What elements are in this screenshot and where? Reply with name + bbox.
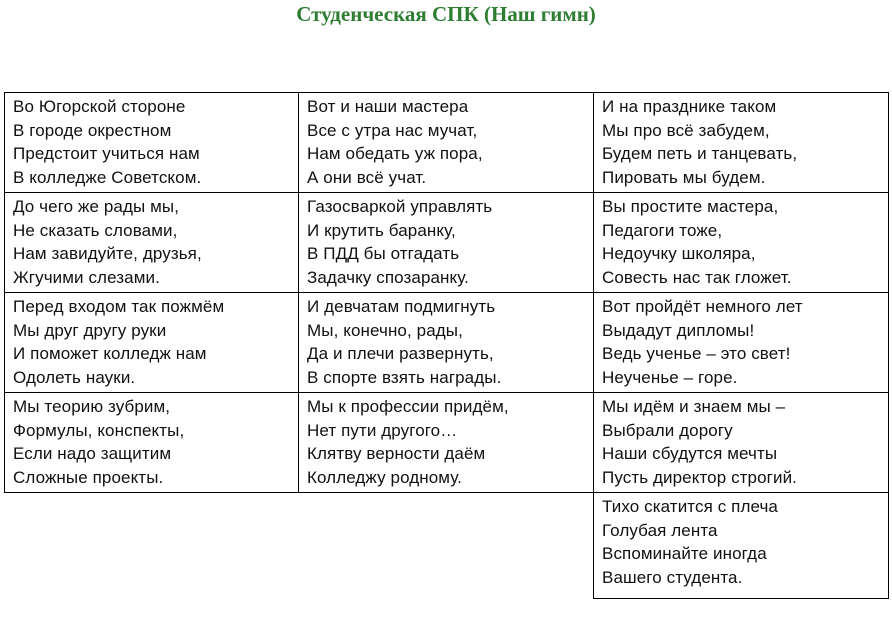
empty-cell <box>5 493 299 599</box>
verse-line: Педагоги тоже, <box>602 220 723 240</box>
verse-line: Мы, конечно, рады, <box>307 320 463 340</box>
verse-cell <box>5 93 299 193</box>
verse-line: Нам обедать уж пора, <box>307 144 483 163</box>
verse-line: И поможет колледж нам <box>13 344 207 363</box>
verse-row <box>5 393 889 493</box>
verse-line: В спорте взять награды. <box>307 367 502 387</box>
verse-line: Все с утра нас мучат, <box>307 120 478 140</box>
verse-line: Жгучими слезами. <box>13 267 160 287</box>
verse-line: Пировать мы будем. <box>602 167 766 187</box>
verse-line: Вспоминайте иногда <box>602 544 767 563</box>
verse-cell <box>299 93 594 193</box>
page-title: Студенческая СПК (Наш гимн) <box>296 2 596 26</box>
final-verse-cell <box>594 493 889 599</box>
verse-line: Вот пройдёт немного лет <box>602 297 803 316</box>
verse-line: И крутить баранку, <box>307 220 456 240</box>
verse-row <box>5 293 889 393</box>
verse-line: Клятву верности даём <box>307 444 486 463</box>
verse-cell <box>299 193 594 293</box>
verse-line: Во Югорской стороне <box>13 97 186 116</box>
verse-line: Да и плечи развернуть, <box>307 344 494 363</box>
verse-line: Формулы, конспекты, <box>13 420 185 440</box>
empty-cell <box>299 493 594 599</box>
verse-line: В городе окрестном <box>13 120 172 140</box>
verse-line: Перед входом так пожмём <box>13 297 225 316</box>
verse-line: Мы теорию зубрим, <box>13 397 171 416</box>
verse-cell <box>594 193 889 293</box>
verse-line: Предстоит учиться нам <box>13 144 200 163</box>
verse-line: И на празднике таком <box>602 97 777 116</box>
verse-line: Не сказать словами, <box>13 220 178 240</box>
verse-line: Нам завидуйте, друзья, <box>13 244 202 263</box>
verse-line: Вашего студента. <box>602 567 743 587</box>
verse-line: Тихо скатится с плеча <box>602 497 778 516</box>
verse-line: Мы идём и знаем мы – <box>602 397 786 416</box>
verse-line: Выдадут дипломы! <box>602 320 755 340</box>
verse-row <box>5 493 889 599</box>
verse-line: Вы простите мастера, <box>602 197 779 216</box>
verse-line: Одолеть науки. <box>13 367 136 387</box>
verse-line: Если надо защитим <box>13 444 172 463</box>
verse-line: И девчатам подмигнуть <box>307 297 496 316</box>
verse-cell <box>5 193 299 293</box>
verse-line: В колледже Советском. <box>13 167 202 187</box>
verse-cell <box>299 293 594 393</box>
verse-line: Колледжу родному. <box>307 467 463 487</box>
verse-line: Мы про всё забудем, <box>602 120 770 140</box>
verse-line: Неученье – горе. <box>602 367 738 387</box>
verse-cell <box>299 393 594 493</box>
verse-cell <box>5 393 299 493</box>
verse-line: Газосваркой управлять <box>307 197 493 216</box>
verse-line: Совесть нас так гложет. <box>602 267 792 287</box>
verse-line: Ведь ученье – это свет! <box>602 344 791 363</box>
verse-line: В ПДД бы отгадать <box>307 244 460 263</box>
verse-line: Сложные проекты. <box>13 467 164 487</box>
verse-line: До чего же рады мы, <box>13 197 180 216</box>
verse-line: Мы друг другу руки <box>13 320 167 340</box>
verse-cell <box>594 293 889 393</box>
verse-line: Вот и наши мастера <box>307 97 469 116</box>
verse-cell <box>594 393 889 493</box>
verse-line: Задачку спозаранку. <box>307 267 469 287</box>
verse-line: Нет пути другого… <box>307 420 458 440</box>
verse-cell <box>594 93 889 193</box>
verse-line: Мы к профессии придём, <box>307 397 509 416</box>
lyrics-table <box>4 92 889 599</box>
verse-line: Недоучку школяра, <box>602 244 756 263</box>
verse-line: Пусть директор строгий. <box>602 467 797 487</box>
verse-row <box>5 93 889 193</box>
verse-line: Голубая лента <box>602 520 718 540</box>
verse-line: А они всё учат. <box>307 167 427 187</box>
verse-line: Выбрали дорогу <box>602 420 733 440</box>
verse-cell <box>5 293 299 393</box>
verse-line: Будем петь и танцевать, <box>602 144 798 163</box>
verse-line: Наши сбудутся мечты <box>602 444 778 463</box>
verse-row <box>5 193 889 293</box>
